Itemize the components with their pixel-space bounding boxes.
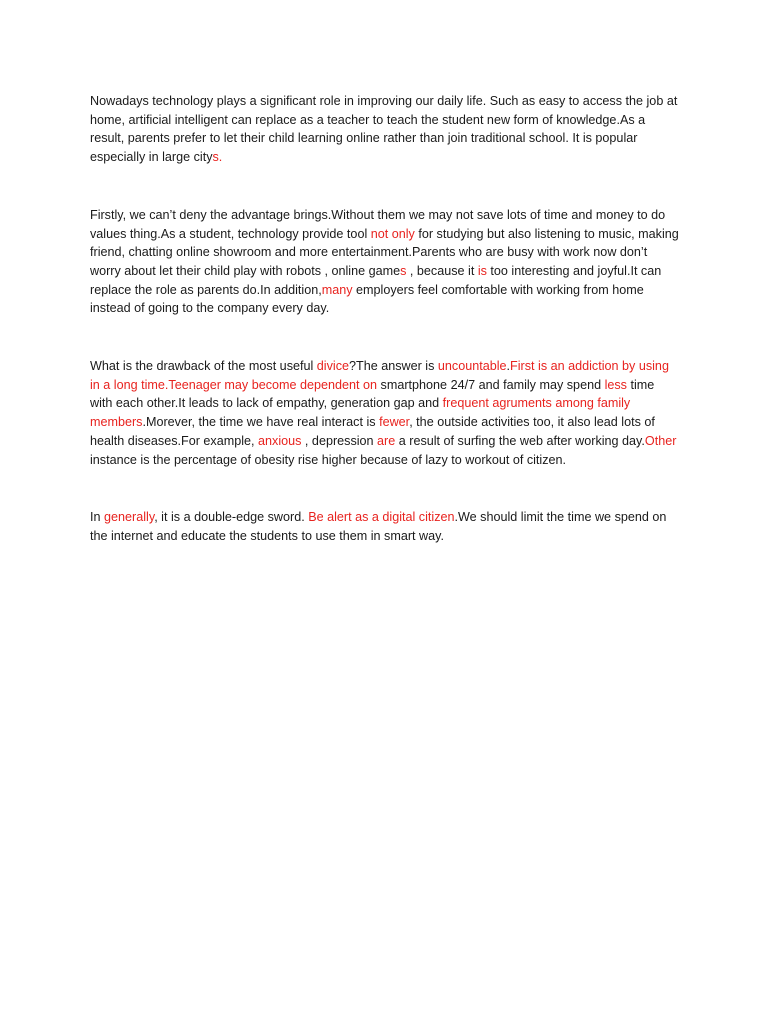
- document-body: [90, 92, 680, 585]
- body-text: Firstly, we can’t deny the advantage brings.Without them we may not save lots of time and money to do values thing.As a student, technology provide tool: [90, 207, 666, 241]
- body-text: employers feel comfortable with working from home instead of going to the company every day.: [90, 282, 644, 316]
- highlighted-text: generally: [104, 510, 155, 525]
- body-text: .: [506, 359, 511, 374]
- body-text: .We should limit the time we spend on the internet and educate the students to use them in smart way.: [90, 510, 667, 543]
- highlighted-text: First is an addiction by using in a long time.: [90, 359, 669, 392]
- highlighted-text: Teenager may become dependent on: [168, 377, 378, 392]
- body-text: for studying but also listening to music, making friend, chatting online showroom and more entertainment.Parents who are busy with work now don’t worry about let their child play with robots , online game: [90, 226, 679, 278]
- body-text: , it is a double-edge sword.: [154, 510, 309, 525]
- highlighted-text: uncountable: [437, 359, 507, 374]
- highlighted-text: s: [400, 263, 407, 278]
- highlighted-text: fewer: [379, 415, 410, 430]
- highlighted-text: are: [377, 433, 396, 448]
- highlighted-text: Be alert as a digital citizen: [308, 510, 455, 525]
- paragraph-4: [90, 508, 680, 545]
- body-text: Nowadays technology plays a significant role in improving our daily life. Such as easy to access the job at home, artificial intelligent can replace as a teacher to teach the student new form of knowledge.As a result, parents prefer to let their child learning online rather than join traditional school. It is popular especially in large city: [90, 94, 678, 165]
- body-text: In: [90, 510, 105, 525]
- body-text: ?The answer is: [349, 359, 438, 374]
- body-text: too interesting and joyful.It can replace the role as parents do.In addition,: [90, 263, 662, 297]
- paragraph-1: [90, 92, 680, 167]
- highlighted-text: s.: [212, 150, 223, 165]
- body-text: , depression: [301, 433, 378, 448]
- body-text: What is the drawback of the most useful: [90, 359, 317, 374]
- body-text: , the outside activities too, it also lead lots of health diseases.For example,: [90, 415, 655, 448]
- highlighted-text: is: [477, 263, 487, 278]
- body-text: smartphone 24/7 and family may spend: [377, 377, 605, 392]
- highlighted-text: anxious: [258, 433, 302, 448]
- body-text: a result of surfing the web after working day.: [395, 433, 645, 448]
- highlighted-text: not only: [370, 226, 415, 241]
- highlighted-text: Other: [644, 433, 677, 448]
- body-text: instance is the percentage of obesity rise higher because of lazy to workout of citizen.: [90, 452, 567, 467]
- body-text: , because it: [406, 263, 478, 278]
- highlighted-text: frequent agruments among family members: [90, 396, 631, 430]
- paragraph-2: [90, 206, 680, 318]
- highlighted-text: less: [604, 377, 627, 392]
- body-text: .Morever, the time we have real interact is: [142, 415, 380, 430]
- highlighted-text: many: [321, 282, 353, 297]
- highlighted-text: divice: [316, 359, 349, 374]
- paragraph-3: [90, 357, 680, 469]
- body-text: time with each other.It leads to lack of empathy, generation gap and: [90, 377, 655, 411]
